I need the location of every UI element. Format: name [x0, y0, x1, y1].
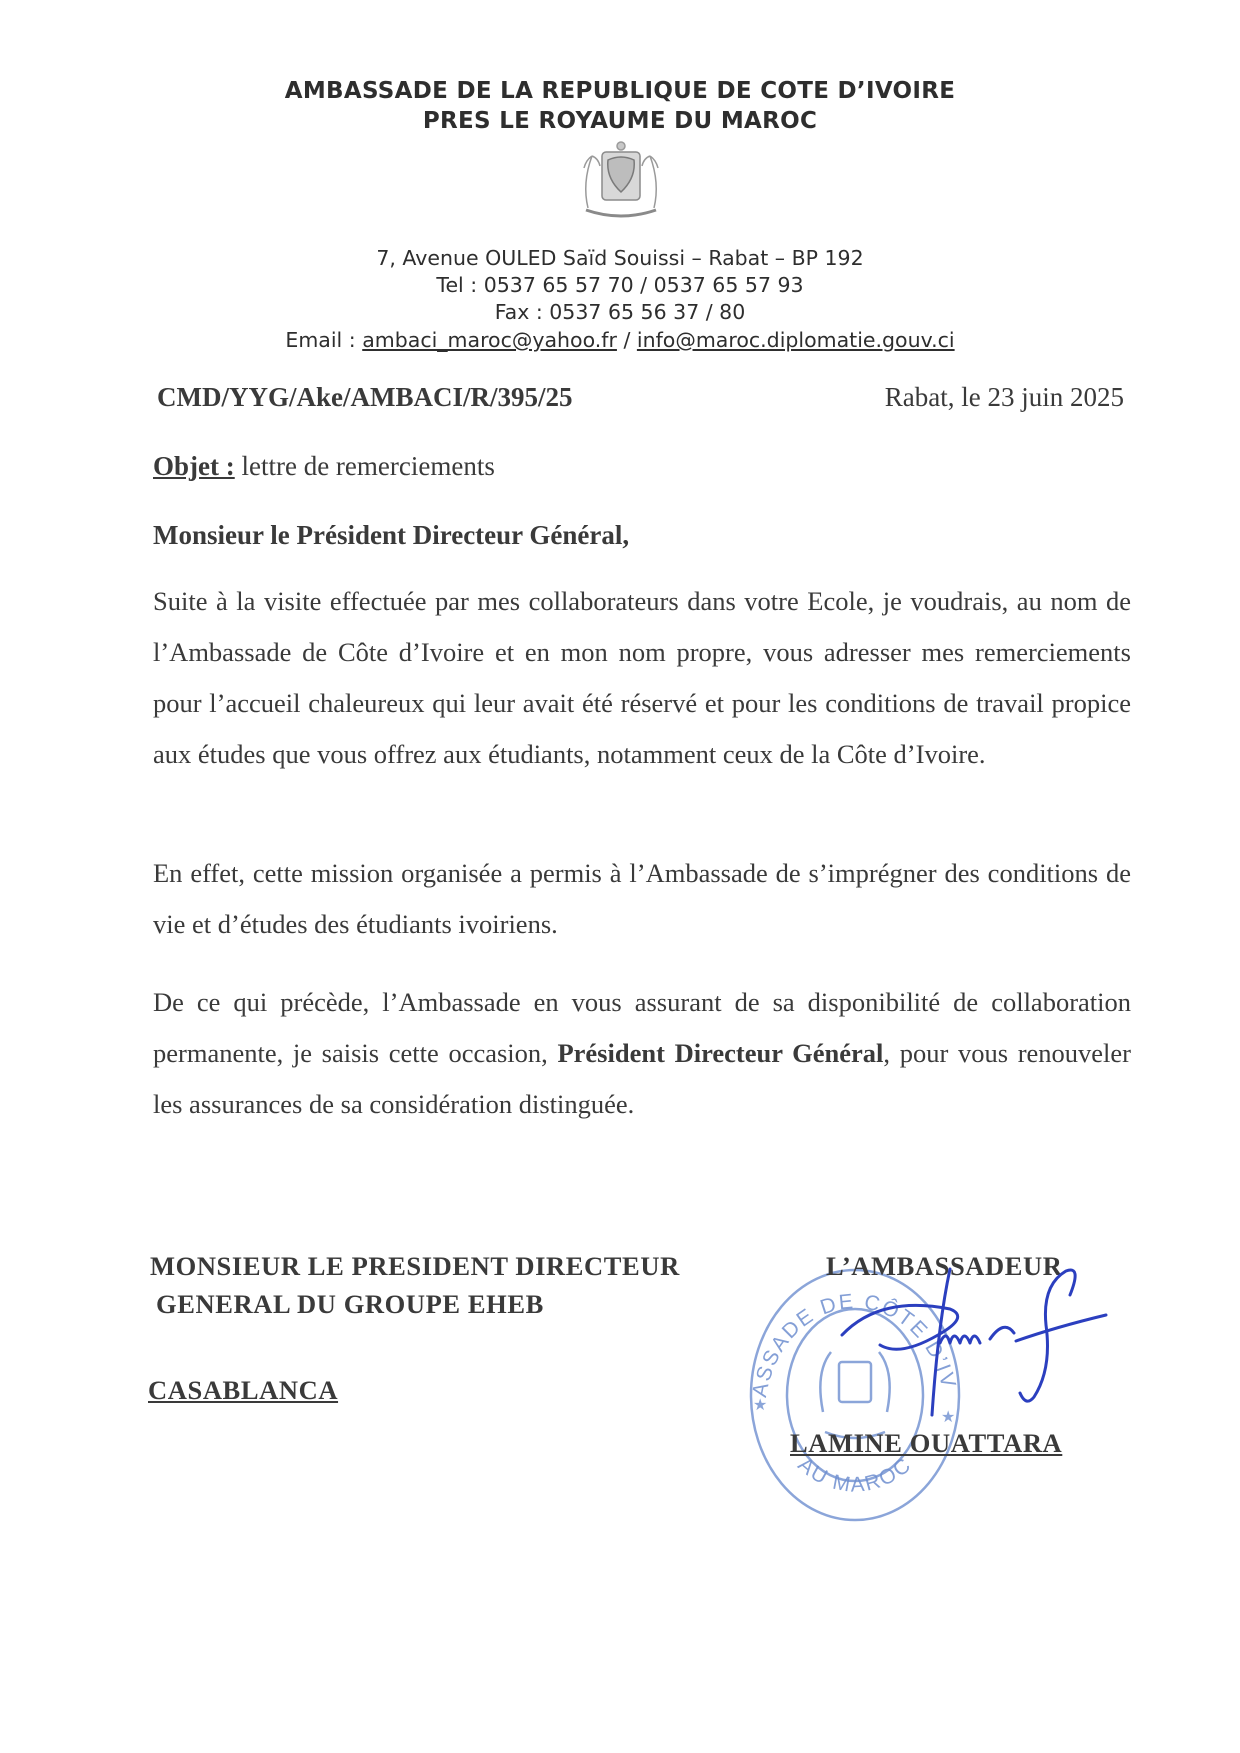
recipient-line1: MONSIEUR LE PRESIDENT DIRECTEUR [150, 1251, 680, 1281]
letter-date: Rabat, le 23 juin 2025 [884, 382, 1124, 412]
email-link-1[interactable]: ambaci_maroc@yahoo.fr [362, 328, 617, 352]
stamp-bottom-text: AU MAROC [793, 1452, 917, 1497]
paragraph-1: Suite à la visite effectuée par mes collaborateurs dans votre Ecole, je voudrais, au nom de l’Ambassade de Côte d’Ivoire et en mon nom propre, vous adresser mes remerciements pour l’accueil chaleureux qui leur avait été réservé et pour les conditions de travail propice aux études que vous offrez aux étudiants, notamment ceux de la Côte d’Ivoire. [153, 586, 1131, 769]
stamp-star-right-icon: ★ [941, 1407, 956, 1426]
stamp-star-left-icon: ★ [753, 1395, 768, 1414]
embassy-name-line1: AMBASSADE DE LA REPUBLIQUE DE COTE D’IVOIRE [284, 78, 956, 104]
email-label: Email : [285, 328, 356, 352]
recipient-city: CASABLANCA [148, 1375, 339, 1405]
paragraph-3 [153, 977, 1131, 1130]
paragraph-3-bold: Président Directeur Général [557, 1038, 884, 1068]
signatory-name: LAMINE OUATTARA [790, 1428, 1063, 1458]
object-line [153, 451, 495, 482]
email-link-2[interactable]: info@maroc.diplomatie.gouv.ci [636, 328, 955, 352]
address-fax: Fax : 0537 65 56 37 / 80 [494, 300, 746, 324]
recipient-line2: GENERAL DU GROUPE EHEB [156, 1289, 544, 1319]
coat-of-arms-icon [578, 138, 664, 220]
svg-text:AU MAROC [794, 1453, 917, 1497]
handwritten-signature [820, 1265, 1110, 1435]
paragraph-2: En effet, cette mission organisée a permis à l’Ambassade de s’imprégner des conditions de vie et d’études des étudiants ivoiriens. [153, 858, 1131, 939]
address-tel: Tel : 0537 65 57 70 / 0537 65 57 93 [436, 273, 804, 297]
object-text: lettre de remerciements [241, 451, 495, 481]
embassy-name-line2: PRES LE ROYAUME DU MAROC [422, 108, 818, 134]
object-label: Objet : [153, 451, 235, 481]
paragraph-3-text-a: De ce qui précède, l’Ambassade en vous assurant de sa disponibilité de collaboration permanente, je saisis cette occasion, [153, 987, 1131, 1068]
stamp-top-text: ASSADE DE CÔTE D’IV [748, 1289, 961, 1400]
email-separator: / [616, 328, 637, 352]
signatory-title: L’AMBASSADEUR [826, 1251, 1063, 1281]
address-email-line [0, 328, 1240, 352]
address-street: 7, Avenue OULED Saïd Souissi – Rabat – BP 192 [376, 246, 864, 270]
paragraph-3-text-b: , pour vous renouveler les assurances de sa considération distinguée. [153, 1038, 1131, 1119]
reference-number: CMD/YYG/Ake/AMBACI/R/395/25 [157, 382, 573, 412]
salutation: Monsieur le Président Directeur Général, [153, 520, 630, 550]
